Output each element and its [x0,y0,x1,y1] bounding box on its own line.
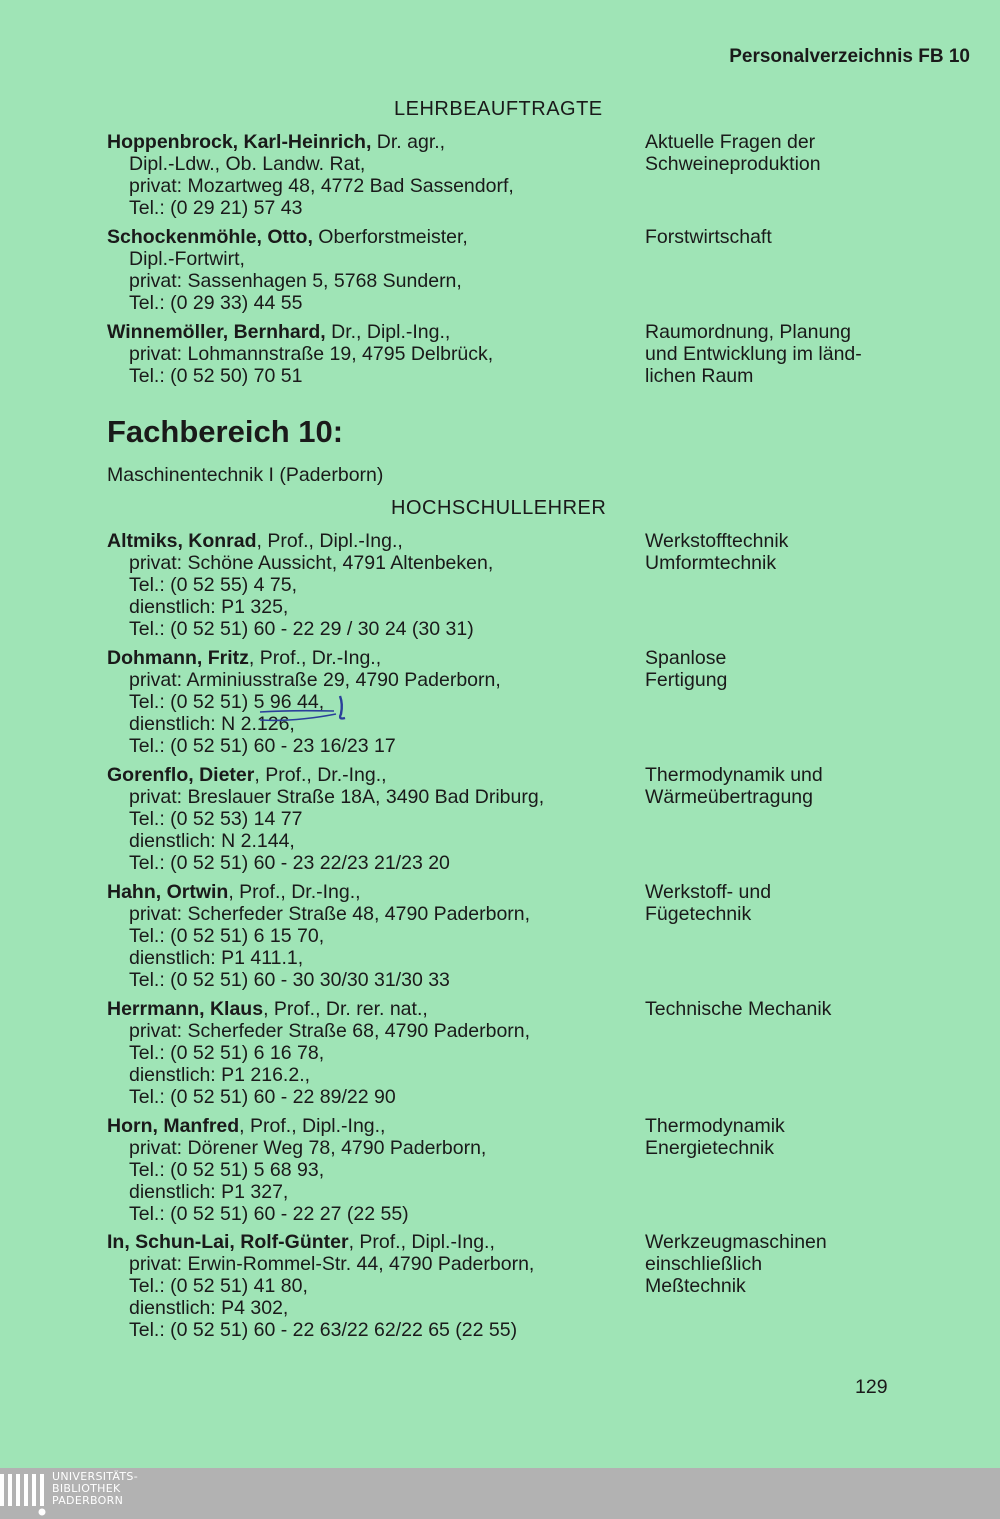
entry-line: Dipl.-Ldw., Ob. Landw. Rat, [129,153,366,175]
library-logo-icon [0,1472,48,1516]
entry-line: privat: Breslauer Straße 18A, 3490 Bad Driburg, [129,786,545,808]
entry-name: Schockenmöhle, Otto, [107,226,313,248]
entry-horn [107,1115,627,1225]
subject-line: Werkstofftechnik [645,530,789,552]
entry-line: Tel.: (0 52 51) 6 16 78, [129,1042,325,1064]
entry-line: privat: Schöne Aussicht, 4791 Altenbeken, [129,552,494,574]
entry-schockenmoehle [107,226,627,314]
library-footer [0,1468,1000,1519]
subject-horn [645,1115,975,1159]
subject-line: Aktuelle Fragen der [645,131,816,153]
entry-line: dienstlich: P4 302, [129,1297,289,1319]
subject-line: Raumordnung, Planung [645,321,851,343]
subject-line: einschließlich [645,1253,763,1275]
entry-title: , Prof., Dipl.-Ing., [256,530,403,552]
subject-dohmann [645,647,975,691]
subject-line: Fertigung [645,669,728,691]
entry-in [107,1231,627,1341]
entry-altmiks [107,530,627,640]
entry-title: , Prof., Dr. rer. nat., [263,998,428,1020]
entry-line: privat: Erwin-Rommel-Str. 44, 4790 Paderborn, [129,1253,535,1275]
entry-title: , Prof., Dr.-Ing., [248,647,382,669]
entry-hoppenbrock [107,131,627,219]
section-title-hochschullehrer: HOCHSCHULLEHRER [391,497,607,519]
entry-winnemoeller [107,321,627,387]
subject-line: Thermodynamik und [645,764,823,786]
entry-gorenflo [107,764,627,874]
entry-line: dienstlich: P1 216.2., [129,1064,311,1086]
entry-line: privat: Sassenhagen 5, 5768 Sundern, [129,270,462,292]
entry-line: Tel.: (0 52 51) 6 15 70, [129,925,325,947]
entry-line: Tel.: (0 52 51) 60 - 23 22/23 21/23 20 [129,852,450,874]
entry-line: Tel.: (0 29 33) 44 55 [129,292,303,314]
entry-name: Hahn, Ortwin [107,881,229,903]
entry-line: Tel.: (0 52 51) 60 - 22 63/22 62/22 65 (22 55) [129,1319,518,1341]
entry-line: dienstlich: N 2.144, [129,830,295,852]
entry-name: In, Schun-Lai, Rolf-Günter [107,1231,349,1253]
entry-name: Altmiks, Konrad [107,530,257,552]
subject-hoppenbrock [645,131,975,175]
subject-line: Energietechnik [645,1137,774,1159]
entry-line: dienstlich: P1 325, [129,596,289,618]
entry-title: Oberforstmeister, [312,226,468,248]
entry-line: Tel.: (0 29 21) 57 43 [129,197,303,219]
entry-title: , Prof., Dipl.-Ing., [239,1115,386,1137]
entry-herrmann [107,998,627,1108]
entry-name: Dohmann, Fritz [107,647,249,669]
subject-gorenflo [645,764,975,808]
fachbereich-title: Fachbereich 10: [107,414,344,449]
subject-herrmann [645,998,975,1020]
entry-name: Herrmann, Klaus [107,998,264,1020]
running-header: Personalverzeichnis FB 10 [729,46,970,67]
subject-hahn [645,881,975,925]
entry-line: Tel.: (0 52 50) 70 51 [129,365,303,387]
subject-line: Fügetechnik [645,903,752,925]
subject-line: Schweineproduktion [645,153,821,175]
entry-line: Tel.: (0 52 51) 60 - 22 89/22 90 [129,1086,396,1108]
entry-line: Tel.: (0 52 51) 5 96 44, [129,691,325,713]
subject-line: Thermodynamik [645,1115,785,1137]
subject-schockenmoehle [645,226,975,248]
entry-hahn [107,881,627,991]
entry-line: privat: Lohmannstraße 19, 4795 Delbrück, [129,343,494,365]
entry-line: privat: Scherfeder Straße 48, 4790 Paderborn, [129,903,531,925]
subject-line: Werkstoff- und [645,881,772,903]
handwritten-pen-mark [250,690,360,730]
page-number: 129 [855,1376,888,1398]
entry-title: , Prof., Dr.-Ing., [254,764,387,786]
library-name-line: BIBLIOTHEK [52,1482,121,1495]
entry-line: Dipl.-Fortwirt, [129,248,245,270]
library-name-line: UNIVERSITÄTS- [52,1470,138,1483]
subject-line: Meßtechnik [645,1275,746,1297]
subject-winnemoeller [645,321,975,387]
entry-line: privat: Dörener Weg 78, 4790 Paderborn, [129,1137,487,1159]
entry-line: Tel.: (0 52 51) 5 68 93, [129,1159,325,1181]
entry-line: Tel.: (0 52 53) 14 77 [129,808,303,830]
subject-line: lichen Raum [645,365,754,387]
entry-line: privat: Arminiusstraße 29, 4790 Paderborn, [129,669,501,691]
subject-line: und Entwicklung im länd- [645,343,862,365]
subject-in [645,1231,975,1297]
subject-line: Forstwirtschaft [645,226,772,248]
entry-title: Dr. agr., [371,131,446,153]
section-title-lehrbeauftragte: LEHRBEAUFTRAGTE [394,98,603,120]
subject-line: Werkzeugmaschinen [645,1231,827,1253]
entry-line: privat: Mozartweg 48, 4772 Bad Sassendorf, [129,175,514,197]
entry-name: Gorenflo, Dieter [107,764,255,786]
entry-line: Tel.: (0 52 51) 60 - 22 27 (22 55) [129,1203,409,1225]
entry-name: Horn, Manfred [107,1115,240,1137]
entry-title: , Prof., Dipl.-Ing., [348,1231,495,1253]
entry-name: Winnemöller, Bernhard, [107,321,326,343]
entry-dohmann [107,647,627,757]
entry-line: privat: Scherfeder Straße 68, 4790 Paderborn, [129,1020,531,1042]
fachbereich-subtitle: Maschinentechnik I (Paderborn) [107,464,384,486]
entry-title: Dr., Dipl.-Ing., [325,321,451,343]
library-name [52,1471,138,1507]
library-name-line: PADERBORN [52,1494,124,1507]
entry-line: Tel.: (0 52 51) 41 80, [129,1275,308,1297]
subject-line: Wärmeübertragung [645,786,813,808]
subject-line: Spanlose [645,647,727,669]
entry-line: dienstlich: N 2.126, [129,713,295,735]
subject-line: Umformtechnik [645,552,777,574]
entry-name: Hoppenbrock, Karl-Heinrich, [107,131,372,153]
entry-title: , Prof., Dr.-Ing., [228,881,361,903]
subject-altmiks [645,530,975,574]
entry-line: Tel.: (0 52 51) 60 - 22 29 / 30 24 (30 31) [129,618,474,640]
entry-line: dienstlich: P1 327, [129,1181,289,1203]
entry-line: Tel.: (0 52 51) 60 - 23 16/23 17 [129,735,396,757]
subject-line: Technische Mechanik [645,998,832,1020]
entry-line: Tel.: (0 52 55) 4 75, [129,574,298,596]
entry-line: Tel.: (0 52 51) 60 - 30 30/30 31/30 33 [129,969,450,991]
entry-line: dienstlich: P1 411.1, [129,947,304,969]
